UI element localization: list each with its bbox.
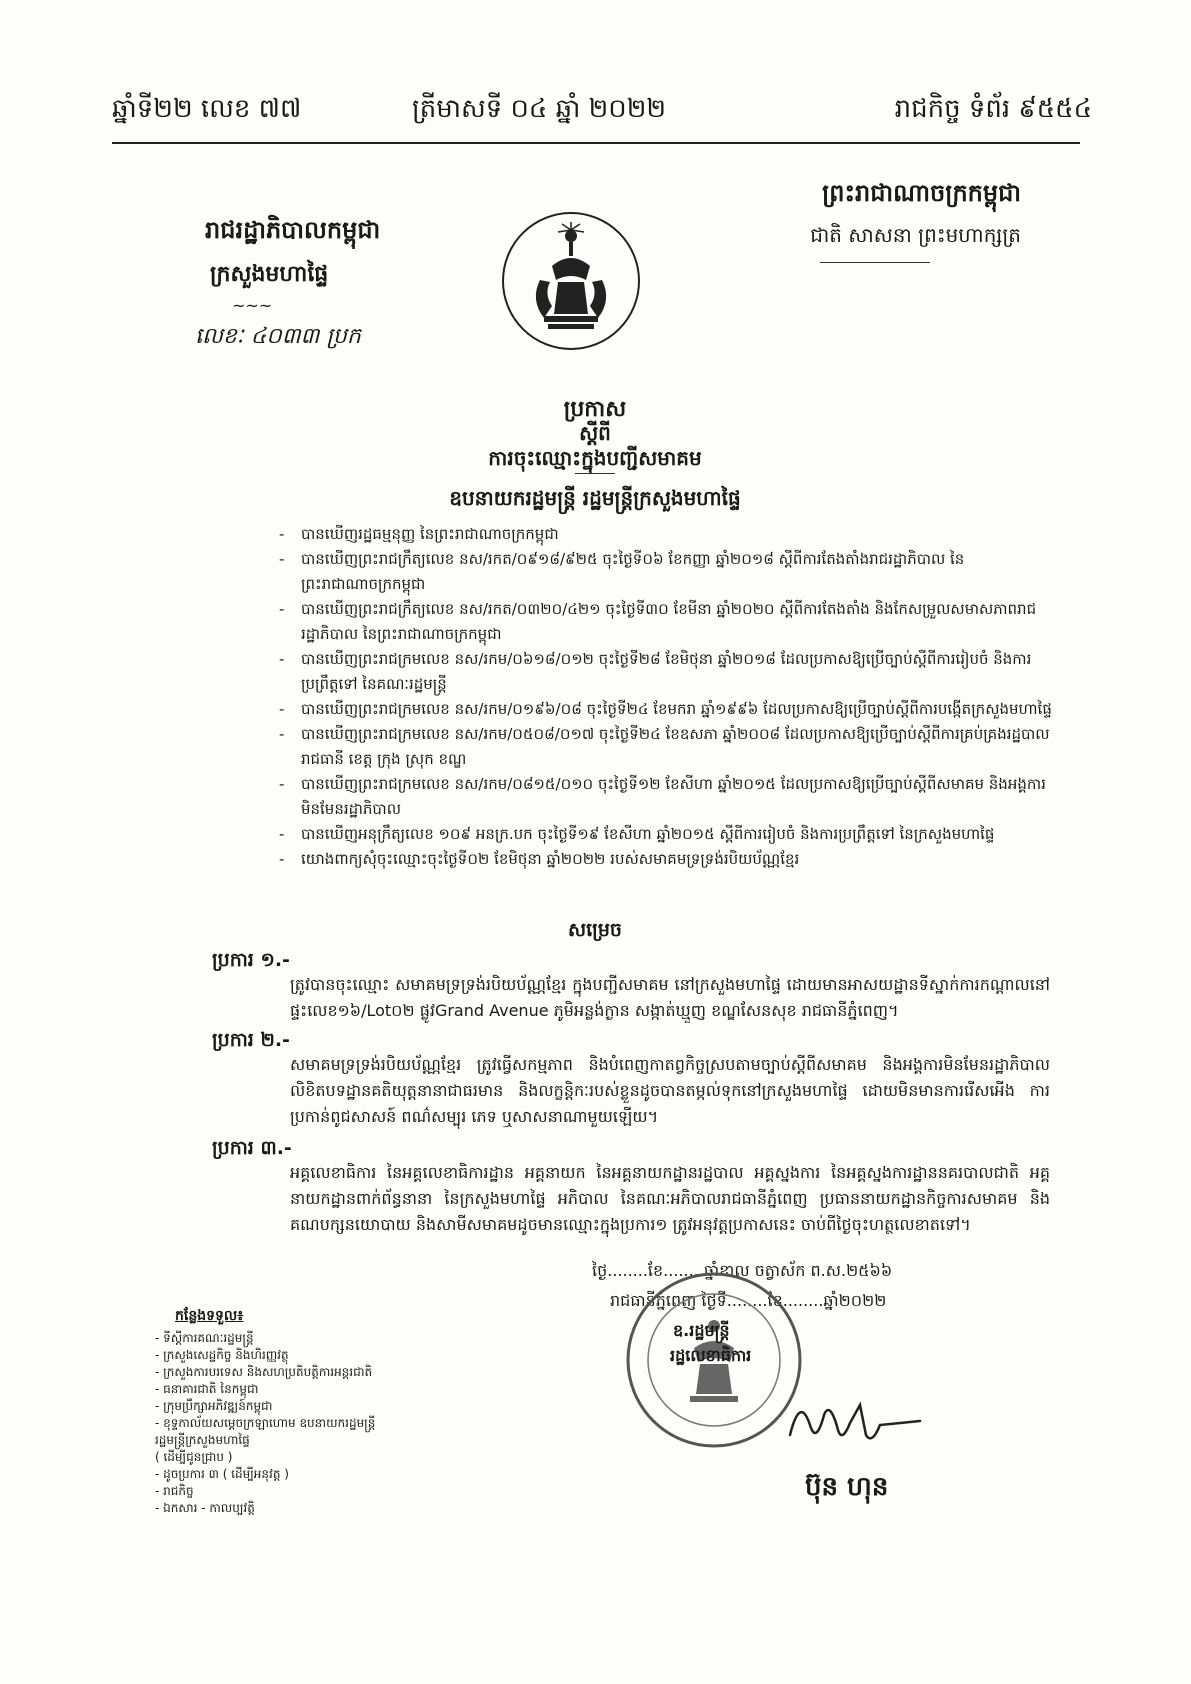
recipient-item: - ទីស្តីការគណៈរដ្ឋមន្ត្រី <box>155 1331 254 1345</box>
reference-item: - បានឃើញព្រះរាជក្រឹត្យលេខ នស/រកត/០៩១៨/៩២៥ ចុះថ្ងៃទី០៦ ខែកញ្ញា ឆ្នាំ២០១៨ ស្តីពីការតែងតាំងរាជរដ្ឋាភិបាល នៃព្រះរាជាណាចក្រកម្ពុជា <box>275 547 1055 597</box>
recipient-item: - ក្រុមប្រឹក្សាអភិវឌ្ឍន៍កម្ពុជា <box>155 1399 273 1413</box>
ornament: ~~~ <box>232 296 273 315</box>
recipient-item: - ខុទ្ទកាល័យសម្តេចក្រឡាហោម ឧបនាយករដ្ឋមន្ត្រី <box>155 1416 376 1430</box>
recipient-item: - រាជកិច្ច <box>155 1484 194 1498</box>
reference-item: - បានឃើញព្រះរាជក្រមលេខ នស/រកម/០៦១៨/០១២ ចុះថ្ងៃទី២៨ ខែមិថុនា ឆ្នាំ២០១៨ ដែលប្រកាសឱ្យប្រើច្បាប់ស្តីពីការរៀបចំ និងការប្រព្រឹត្តទៅ នៃគណៈរដ្ឋមន្ត្រី <box>275 647 1055 697</box>
document-subject: ការចុះឈ្មោះក្នុងបញ្ជីសមាគម <box>488 446 702 470</box>
reference-item: - បានឃើញព្រះរាជក្រមលេខ នស/រកម/០៨១៥/០១០ ចុះថ្ងៃទី១២ ខែសីហា ឆ្នាំ២០១៥ ដែលប្រកាសឱ្យប្រើច្បាប់ស្តីពីសមាគម និងអង្គការមិនមែនរដ្ឋាភិបាល <box>275 772 1055 822</box>
recipient-item: រដ្ឋមន្ត្រីក្រសួងមហាផ្ទៃ <box>155 1433 250 1447</box>
recipient-item: - ក្រសួងការបរទេស និងសហប្រតិបត្តិការអន្តរជាតិ <box>155 1365 373 1379</box>
signatory-name: ប៊ុន ហុន <box>805 1472 889 1502</box>
article-1-text: ត្រូវបានចុះឈ្មោះ សមាគមទ្រទ្រង់របិយប័ណ្ណខ្មែរ ក្នុងបញ្ជីសមាគម នៅក្រសួងមហាផ្ទៃ ដោយមានអាសយដ្ឋានទីស្នាក់ការកណ្តាលនៅផ្ទះលេខ១៦/Lot០២ ផ្លូវGrand Avenue ភូមិអន្លង់ក្ងាន សង្កាត់ឃ្មួញ ខណ្ឌសែនសុខ រាជធានីភ្នំពេញ។ <box>290 975 1050 1020</box>
lunar-date: ថ្ងៃ........ខែ........ឆ្នាំខាល ចត្វាស័ក ព.ស.២៥៦៦ <box>592 1261 893 1280</box>
article-2-text: សមាគមទ្រទ្រង់របិយប័ណ្ណខ្មែរ ត្រូវធ្វើសកម្មភាព និងបំពេញកាតព្វកិច្ចស្របតាមច្បាប់ស្តីពីសមាគម និងអង្គការមិនមែនរដ្ឋាភិបាល លិខិតបទដ្ឋានគតិយុត្តនានាជាធរមាន និងលក្ខន្តិកៈរបស់ខ្លួនដូចបានតម្កល់ទុកនៅក្រសួងមហាផ្ទៃ ដោយមិនមានការរើសអើង ការប្រកាន់ពូជសាសន៍ ពណ៌សម្បុរ ភេទ ឬសាសនាណាមួយឡើយ។ <box>290 1055 1050 1126</box>
reference-item: - យោងពាក្យសុំចុះឈ្មោះចុះថ្ងៃទី០២ ខែមិថុនា ឆ្នាំ២០២២ របស់សមាគមទ្រទ្រង់របិយប័ណ្ណខ្មែរ <box>275 847 1055 872</box>
reference-item: - បានឃើញព្រះរាជក្រមលេខ នស/រកម/០១៩៦/០៨ ចុះថ្ងៃទី២៤ ខែមករា ឆ្នាំ១៩៩៦ ដែលប្រកាសឱ្យប្រើច្បាប់ស្តីពីការបង្កើតក្រសួងមហាផ្ទៃ <box>275 697 1055 722</box>
gazette-page: រាជកិច្ច ទំព័រ ៩៥៥៤ <box>894 94 1092 124</box>
document-type: ប្រកាស <box>563 397 627 422</box>
references-list <box>275 522 1055 872</box>
header-divider <box>112 142 1080 144</box>
government-name: រាជរដ្ឋាភិបាលកម្ពុជា <box>205 216 381 244</box>
recipients-list <box>155 1330 375 1517</box>
recipient-item: - ដូចប្រការ ៣ ( ដើម្បីអនុវត្ត ) <box>155 1467 289 1481</box>
recipient-item: - ឯកសារ - កាលប្បវត្តិ <box>155 1501 255 1515</box>
ministry-name: ក្រសួងមហាផ្ទៃ <box>210 262 329 287</box>
recipient-item: - ក្រសួងសេដ្ឋកិច្ច និងហិរញ្ញវត្ថុ <box>155 1348 289 1362</box>
article-1-label: ប្រការ ១.- <box>212 949 290 971</box>
motto-divider <box>820 262 930 263</box>
reference-item: - បានឃើញព្រះរាជក្រមលេខ នស/រកម/០៥០៨/០១៧ ចុះថ្ងៃទី២៤ ខែឧសភា ឆ្នាំ២០០៨ ដែលប្រកាសឱ្យប្រើច្បាប់ស្តីពីការគ្រប់គ្រងរដ្ឋបាលរាជធានី ខេត្ត ក្រុង ស្រុក ខណ្ឌ <box>275 722 1055 772</box>
subject-divider <box>575 473 615 474</box>
signatory-title-1: ឧ.រដ្ឋមន្ត្រី <box>673 1321 730 1340</box>
reference-item: - បានឃើញព្រះរាជក្រឹត្យលេខ នស/រកត/០៣២០/៤២១ ចុះថ្ងៃទី៣០ ខែមីនា ឆ្នាំ២០២០ ស្តីពីការតែងតាំង និងកែសម្រួលសមាសភាពរាជរដ្ឋាភិបាល នៃព្រះរាជាណាចក្រកម្ពុជា <box>275 597 1055 647</box>
gregorian-date: រាជធានីភ្នំពេញ ថ្ងៃទី........ខែ........ឆ្នាំ២០២២ <box>610 1291 887 1310</box>
recipient-item: ( ដើម្បីជូនជ្រាប ) <box>155 1450 233 1464</box>
royal-emblem-icon <box>500 210 642 352</box>
reference-item: - បានឃើញអនុក្រឹត្យលេខ ១០៩ អនក្រ.បក ចុះថ្ងៃទី១៩ ខែសីហា ឆ្នាំ២០១៥ ស្តីពីការរៀបចំ និងការប្រព្រឹត្តទៅ នៃក្រសួងមហាផ្ទៃ <box>275 822 1055 847</box>
article-2-label: ប្រការ ២.- <box>212 1029 290 1051</box>
article-3-label: ប្រការ ៣.- <box>212 1137 292 1159</box>
recipients-heading: កន្លែងទទួល៖ <box>175 1308 244 1324</box>
handwritten-signature-icon <box>780 1385 930 1455</box>
reference-number: លេខៈ ៤០៣៣ ប្រក <box>195 324 361 349</box>
document-about: ស្តីពី <box>579 421 611 445</box>
year-issue: ឆ្នាំទី២២ លេខ ៧៧ <box>112 94 302 124</box>
article-3-text: អគ្គលេខាធិការ នៃអគ្គលេខាធិការដ្ឋាន អគ្គនាយក នៃអគ្គនាយកដ្ឋានរដ្ឋបាល អគ្គស្នងការ នៃអគ្គស្នងការដ្ឋាននគរបាលជាតិ អគ្គនាយកដ្ឋានពាក់ព័ន្ធនានា នៃក្រសួងមហាផ្ទៃ អភិបាល នៃគណៈអភិបាលរាជធានីភ្នំពេញ ប្រធាននាយកដ្ឋានកិច្ចការសមាគម និងគណបក្សនយោបាយ និងសាមីសមាគមដូចមានឈ្មោះក្នុងប្រការ១ ត្រូវអនុវត្តប្រកាសនេះ ចាប់ពីថ្ងៃចុះហត្ថលេខាតទៅ។ <box>290 1163 1050 1234</box>
recipient-item: - ធនាគារជាតិ នៃកម្ពុជា <box>155 1382 259 1396</box>
national-motto: ជាតិ សាសនា ព្រះមហាក្សត្រ <box>810 223 1021 247</box>
quarter-date: ត្រីមាសទី ០៤ ឆ្នាំ ២០២២ <box>412 94 667 124</box>
gazette-header <box>112 92 1092 132</box>
decides-heading: សម្រេច <box>568 919 622 941</box>
signatory-title-2: រដ្ឋលេខាធិការ <box>670 1346 752 1365</box>
kingdom-title: ព្រះរាជាណាចក្រកម្ពុជា <box>822 179 1021 207</box>
issuer-title: ឧបនាយករដ្ឋមន្ត្រី រដ្ឋមន្ត្រីក្រសួងមហាផ្ទៃ <box>449 486 741 510</box>
reference-item: - បានឃើញរដ្ឋធម្មនុញ្ញ នៃព្រះរាជាណាចក្រកម្ពុជា <box>275 522 1055 547</box>
